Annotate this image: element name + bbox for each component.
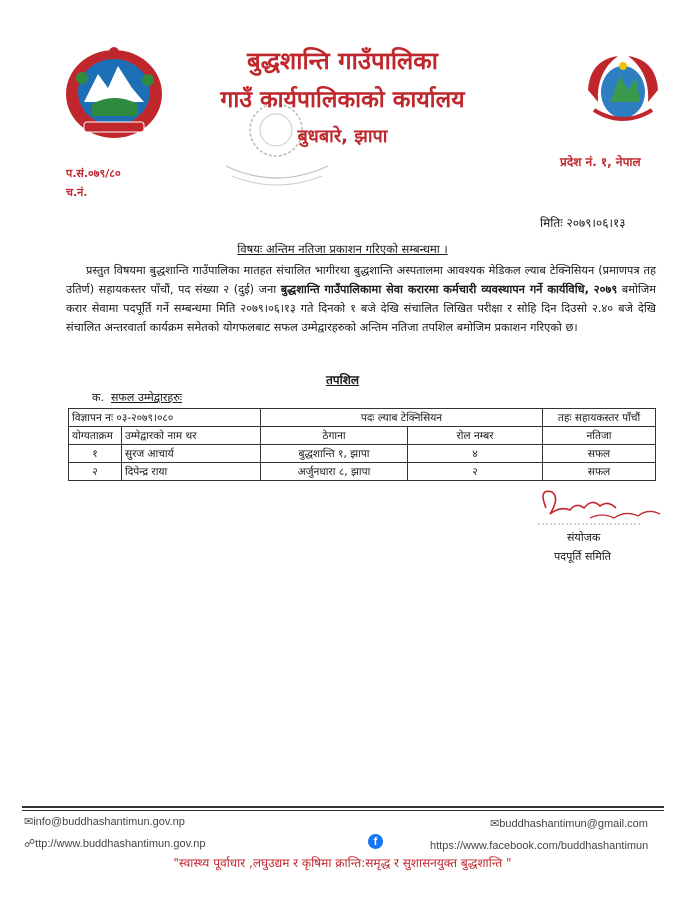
- office-address: बुधबारे, झापा: [297, 126, 388, 147]
- footer-email-info: info@buddhashantimun.gov.np: [33, 816, 185, 828]
- footer-email-right[interactable]: [490, 817, 648, 830]
- footer-email-left[interactable]: [24, 815, 185, 828]
- reference-number: प.सं.०७९/८०: [66, 167, 121, 180]
- post-name: पदः ल्याब टेक्निसियन: [261, 409, 543, 427]
- facebook-icon[interactable]: f: [368, 834, 383, 849]
- footer-website[interactable]: [24, 837, 206, 850]
- col-header-roll: रोल नम्बर: [408, 427, 543, 445]
- municipality-name: बुद्धशान्ति गाउँपालिका: [247, 47, 438, 75]
- mail-icon: ✉: [490, 818, 500, 830]
- footer-slogan: "स्वास्थ्य पूर्वाधार ,लघुउद्यम र कृषिमा क्रान्ति:समृद्ध र सुशासनयुक्त बुद्धशान्ति ": [173, 856, 512, 870]
- cell-roll: ४: [408, 445, 543, 463]
- col-header-name: उम्मेद्वारको नाम थर: [122, 427, 261, 445]
- footer-email-gmail: buddhashantimun@gmail.com: [499, 818, 648, 830]
- table-row: [69, 445, 656, 463]
- body-text-part2: बमोजिम करार सेवामा पदपूर्ति गर्ने सम्बन्धमा मिति २०७९।०६।१३ गते दिनको १ बजे देखि संचालित लिखित परीक्षा र सोहि दिन दिउसो २.४० बजे देखि संचालित अन्तरवार्ता कार्यक्रम समेतको योगफलबाट सफल उम्मेद्वारहरुको अन्तिम नतिजा तपशिल बमोजिम प्रकाशन गरिएको छ।: [66, 283, 656, 334]
- success-title: सफल उम्मेद्वारहरुः: [110, 391, 183, 404]
- cell-name: सुरज आचार्य: [122, 445, 261, 463]
- cell-roll: २: [408, 463, 543, 481]
- cell-address: बुद्धशान्ति १, झापा: [261, 445, 408, 463]
- signatory-title: संयोजक: [567, 531, 601, 544]
- dispatch-number: च.नं.: [66, 186, 88, 199]
- committee-name: पदपूर्ति समिति: [554, 550, 611, 563]
- province-label: प्रदेश नं. १, नेपाल: [560, 155, 641, 169]
- col-header-rank: योग्यताक्रम: [69, 427, 122, 445]
- success-prefix: क.: [92, 391, 104, 404]
- table-meta-row: [69, 409, 656, 427]
- footer-divider: [22, 806, 664, 808]
- cell-result: सफल: [543, 463, 656, 481]
- col-header-address: ठेगाना: [261, 427, 408, 445]
- handwritten-signature: [530, 484, 670, 530]
- table-header-row: [69, 427, 656, 445]
- letter-body: [66, 261, 656, 337]
- details-heading: तपशिल: [325, 373, 360, 387]
- col-header-result: नतिजा: [543, 427, 656, 445]
- cell-rank: २: [69, 463, 122, 481]
- mail-icon: ✉: [24, 816, 34, 828]
- advert-number: विज्ञापन नः ०३-२०७९।०८०: [69, 409, 261, 427]
- cell-result: सफल: [543, 445, 656, 463]
- footer-facebook-url[interactable]: https://www.facebook.com/buddhashantimun: [430, 840, 649, 852]
- success-heading: [92, 390, 182, 405]
- table-row: [69, 463, 656, 481]
- cell-address: अर्जुनधारा ८, झापा: [261, 463, 408, 481]
- globe-icon: ☍: [24, 838, 36, 850]
- office-name: गाउँ कार्यपालिकाको कार्यालय: [220, 87, 465, 113]
- results-table: [68, 408, 656, 481]
- cell-rank: १: [69, 445, 122, 463]
- body-text-part1: प्रस्तुत विषयमा बुद्धशान्ति गाउँपालिका मातहत संचालित भागीरथा बुद्धशान्ति अस्पतालमा आवश्यक मेडिकल ल्याब टेक्निसियन (प्रमाणपत्र तह उतिर्ण) सहायकस्तर पाँचौं, पद संख्या २ (दुई) जना: [66, 264, 656, 296]
- footer-website-url: ttp://www.buddhashantimun.gov.np: [35, 838, 206, 850]
- footer-divider-thin: [22, 810, 664, 811]
- letter-date: मितिः २०७९।०६।१३: [540, 216, 626, 230]
- letter-subject: विषयः अन्तिम नतिजा प्रकाशन गरिएको सम्बन्धमा ।: [237, 242, 448, 256]
- post-level: तहः सहायकस्तर पाँचौं: [543, 409, 656, 427]
- cell-name: दिपेन्द्र राया: [122, 463, 261, 481]
- body-bold-procedure: बुद्धशान्ति गाउँपालिकामा सेवा करारमा कर्मचारी व्यवस्थापन गर्ने कार्यविधि, २०७९: [280, 283, 618, 296]
